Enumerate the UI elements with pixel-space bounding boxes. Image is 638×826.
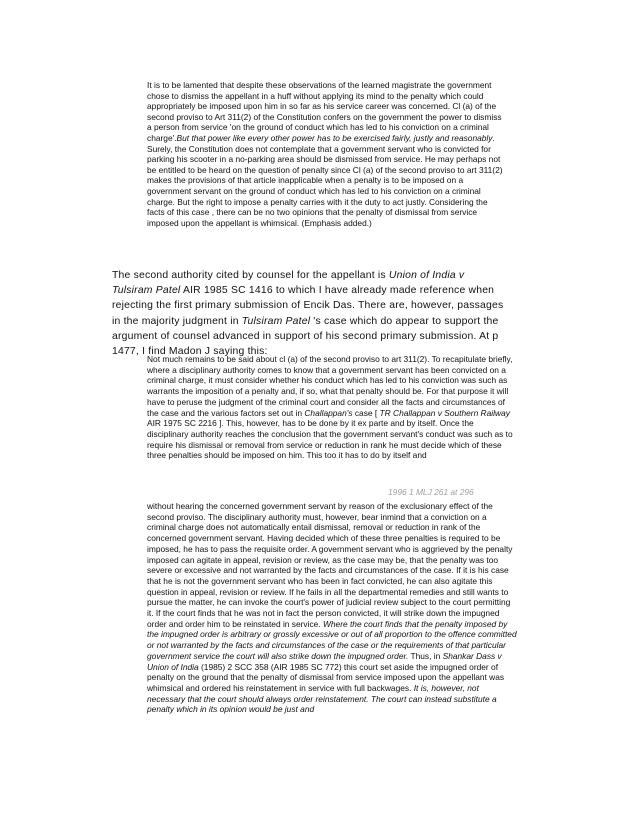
body-text-run: The second authority cited by counsel for the appellant is	[112, 270, 389, 281]
body-text	[112, 268, 507, 359]
body-text-run: AIR 1985 SC 1416 to which I have already made reference when rejecting the first primary submission of Encik Das. There are, however, passages in the majority judgment in	[112, 285, 504, 327]
quote-paragraph	[147, 501, 517, 715]
case-name: Challappan's	[304, 407, 353, 418]
quote-italic-text: Where the court finds that the penalty imposed by the impugned order is arbitrary or grossly excessive or out of all proportion to the offence committed or not warranted by the facts and circumstances of the case or the requirements of that particular government service the court will also strike down the impugned order.	[147, 618, 517, 661]
case-name: Tulsiram Patel	[241, 315, 311, 327]
quote-text: case [	[352, 407, 380, 418]
quote-text: Not much remains to be said about cl (a) of the second proviso to art 311(2). To recapitulate briefly, where a disciplinary authority comes to know that a government servant has been convicted on a criminal charge, it must consider whether his conduct which has led to his conviction was such as warrants the imposition of a penalty and, if so, what that penalty should be. For that purpose it will have to peruse the judgment of the criminal court and consider all the facts and circumstances of the case and the various factors set out in	[147, 354, 513, 418]
block-quote-3	[147, 501, 517, 715]
quote-text: (1985) 2 SCC 358 (AIR 1985 SC 772) this court set aside the impugned order of penalty on the ground that the penalty of dismissal from service imposed upon the appellant was whimsical and ordered his reinstatement in service with full backwages.	[147, 661, 505, 693]
quote-italic-text: It is, however, not necessary that the court should always order reinstatement. The court can instead substitute a penalty which in its opinion would be just and	[147, 682, 497, 715]
body-text-run: 's case which do appear to support the argument of counsel advanced in support of his second primary submission. At p 1477, I find Madon J saying this:	[112, 315, 499, 358]
quote-paragraph	[147, 80, 505, 228]
case-name: Shankar Dass v Union of India	[147, 650, 502, 672]
quote-text: AIR 1975 SC 2216 ]. This, however, has to be done by it ex parte and by itself. Once the disciplinary authority reaches the conclusion that the government servant's conduct was such as to require his dismissal or removal from service or reduction in rank he must decide which of these three penalties should be imposed on him. This too it has to do by itself and	[147, 418, 513, 461]
body-paragraph	[112, 268, 507, 359]
quote-text: It is to be lamented that despite these observations of the learned magistrate the government chose to dismiss the appellant in a huff without applying its mind to the penalty which could appropriately be imposed upon him in so far as his service career was concerned. Cl (a) of the second proviso to Art 311(2) of the Constitution confers on the government the power to dismiss a person from service 'on the ground of conduct which has led to his conviction on a criminal charge'.	[147, 80, 502, 143]
quote-text: without hearing the concerned government servant by reason of the exclusionary effect of the second proviso. The disciplinary authority must, however, bear inmind that a conviction on a criminal charge does not automatically entail dismissal, removal or reduction in rank of the concerned government servant. Having decided which of these three penalties is required to be imposed, he has to pass the requisite order. A government servant who is aggrieved by the penalty imposed can agitate in appeal, revision or review, as the case may be, that the penalty was too severe or excessive and not warranted by the facts and circumstances of the case. If it is his case that he is not the government servant who has been in fact convicted, he can also agitate this question in appeal, revision or review. If he fails in all the departmental remedies and still wants to pursue the matter, he can invoke the court's power of judicial review subject to the court permitting it. If the court finds that he was not in fact the person convicted, it will strike down the impugned order and order him to be reinstated in service.	[147, 501, 513, 629]
quote-text: . Surely, the Constitution does not contemplate that a government servant who is convicted for parking his scooter in a no-parking area should be dismissed from service. He may perhaps not be entitled to be heard on the question of penalty since Cl (a) of the second proviso to art 311(2) makes the provisions of that article inapplicable when a penalty is to be imposed on a government servant on the ground of conduct which has led to his conviction on a criminal charge. But the right to impose a penalty carries with it the duty to act justly. Considering the facts of this case , there can be no two opinions that the penalty of dismissal from service imposed upon the appellant is whimsical. (Emphasis added.)	[147, 132, 503, 228]
page-citation: 1996 1 MLJ 261 at 296	[388, 487, 474, 497]
quote-italic-text: But that power like every other power has to be exercised fairly, justly and reasonably	[176, 132, 493, 143]
block-quote-1	[147, 80, 505, 228]
quote-text: Thus, in	[408, 650, 443, 661]
case-name: Union of India v Tulsiram Patel	[112, 270, 465, 297]
quote-paragraph	[147, 354, 517, 461]
block-quote-2	[147, 354, 517, 461]
case-name: TR Challappan v Southern Railway	[379, 407, 510, 418]
